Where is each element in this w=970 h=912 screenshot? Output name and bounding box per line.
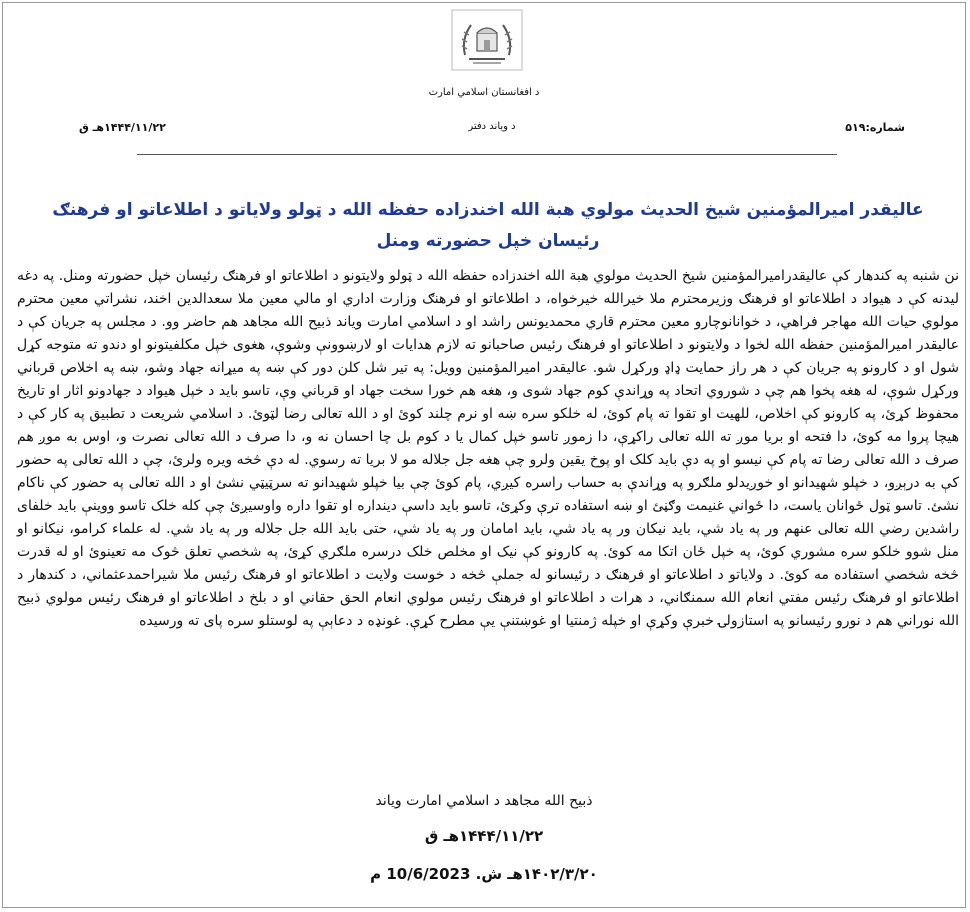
document-meta-row <box>79 121 905 137</box>
office-name: د ویاند دفتر <box>468 121 516 132</box>
date-lunar: ۱۴۴۴/۱۱/۲۲هـ ق <box>424 827 544 845</box>
document-date: ۱۴۴۴/۱۱/۲۲هـ ق <box>79 121 166 134</box>
press-release-headline: عالیقدر امیرالمؤمنین شیخ الحدیث مولوي هبة الله اخندزاده حفظه الله د ټولو ولایاتو د اطلاعاتو او فرهنګ رئیسان خپل حضورته ومنل <box>52 200 924 251</box>
organization-name: د افغانستان اسلامي امارت <box>428 87 540 98</box>
header-divider <box>137 154 837 155</box>
signature-line: ذبیح الله مجاهد د اسلامي امارت ویاند <box>375 793 593 809</box>
press-release-body: نن شنبه په کندهار کې عالیقدرامیرالمؤمنین شیخ الحدیث مولوي هبة الله اخندزاده حفظه الله د ټولو ولایتونو د اطلاعاتو او فرهنګ رئیسان خپل حضورته ومنل. په دغه لیدنه کې د هیواد د اطلاعاتو او فرهنګ وزیرمحترم ملا خیرالله خیرخواه، د اطلاعاتو او فرهنګ وزارت اداري او مالي معین ملا سعدالدین اخند، نشراتي معین محترم مولوي حیات الله مهاجر فراهي، د خوانانوچارو معین محترم قاري محمدیونس راشد او د اسلامي امارت ویاند ذبیح الله مجاهد هم حاضر وو. د مجلس په جریان کې د عالیقدر امیرالمؤمنین حفظه الله لخوا د ولایتونو د اطلاعاتو او فرهنګ رئیس صاحبانو ته لازم هدایات او لارښوونې وشوې، هغوی خپل مکلفیتونو او دندو ته متوجه کړل شول او د کارونو په جریان کې د هر راز حمایت ډاډ ورکړل شو. عالیقدر امیرالمؤمنین وویل: په تیر شل کلن دور کې ښه په میړانه جهاد وشو، ښه په اخلاص قرباني ورکړل شوې، له هغه پخوا هم چې د شوروي اتحاد په وړاندې کوم جهاد شوی و، هغه هم خورا سخت جهاد او قرباني وې، تاسو باید د خپل هیواد د جهادونو اثار او تاریخ محفوظ کړئ، په کارونو کې اخلاص، للهیت او تقوا ته پام کوئ، له خلکو سره ښه او نرم چلند کوئ او د الله تعالی رضا لټوئ. د اسلامي شریعت د تطبیق په کار کې د هیچا پروا مه کوئ، دا فتحه او بریا موږ ته الله تعالی راکړې، دا زموږ تاسو خپل کمال یا د کوم بل چا احسان نه و، دا صرف د الله تعالی نصرت و، اوس به موږ هم صرف د الله تعالی رضا ته پام کې نیسو او په دې باید کلک او پوخ یقین ولرو چې هغه جل جلاله مو لا بریا ته رسوي. له دې څخه ویره ولرئ، چې د الله تعالی په حضور کې به درېږو، د خپلو شهیدانو او خوږیدلو ملګرو په وړاندې به حساب راسره کیږي، پام کوئ چې بیا خپلو شهیدانو ته سرټیټي نشئ او د الله تعالی په حضور کې ناکام نشئ. تاسو ټول ځوانان یاست، دا ځواني غنیمت وګڼئ او ښه استفاده ترې وکړئ، تاسو باید داسې دینداره او تقوا داره واوسیږئ چې کله خلک تاسو ووینې باید خلفای راشدین رضي الله تعالی عنهم ور په یاد شي، باید نیکان ور په یاد شي، باید امامان ور په یاد شي، حتی باید الله جل جلاله ور په یاد شي. له علماء کرامو، نیکانو او منل شوو خلکو سره مشوري کوئ، په خپل ځان اتکا مه کوئ. په کارونو کې نیک او مخلص خلک درسره ملګري کړئ، په شخصي تعلق څوک مه تعینوئ او له قدرت څخه شخصي استفاده مه کوئ. د ولایاتو د اطلاعاتو او فرهنګ د رئیسانو له جملې څخه د خوست ولایت د اطلاعاتو او فرهنګ رئیس ملا شیراحمدعثماني، د کندهار د اطلاعاتو او فرهنګ رئیس مفتي انعام الله سمنګاني، د هرات د اطلاعاتو او فرهنګ رئیس مولوي انعام الحق حقاني او د بلخ د اطلاعاتو او فرهنګ رئیس مولوي ذبیح الله نوراني هم د نورو رئیسانو په استازولۍ خبرې وکړې او خپله ژمنتیا او غوښتنې یې مطرح کړې. غونډه د دعاېې په لوستلو سره پای ته ورسیده <box>17 268 959 629</box>
document-number: شماره:۵۱۹ <box>845 121 905 134</box>
document-page <box>2 2 966 908</box>
date-solar-gregorian: ۱۴۰۲/۳/۲۰هـ ش. 10/6/2023 م <box>370 865 598 883</box>
afghanistan-emblem-icon <box>451 9 523 71</box>
